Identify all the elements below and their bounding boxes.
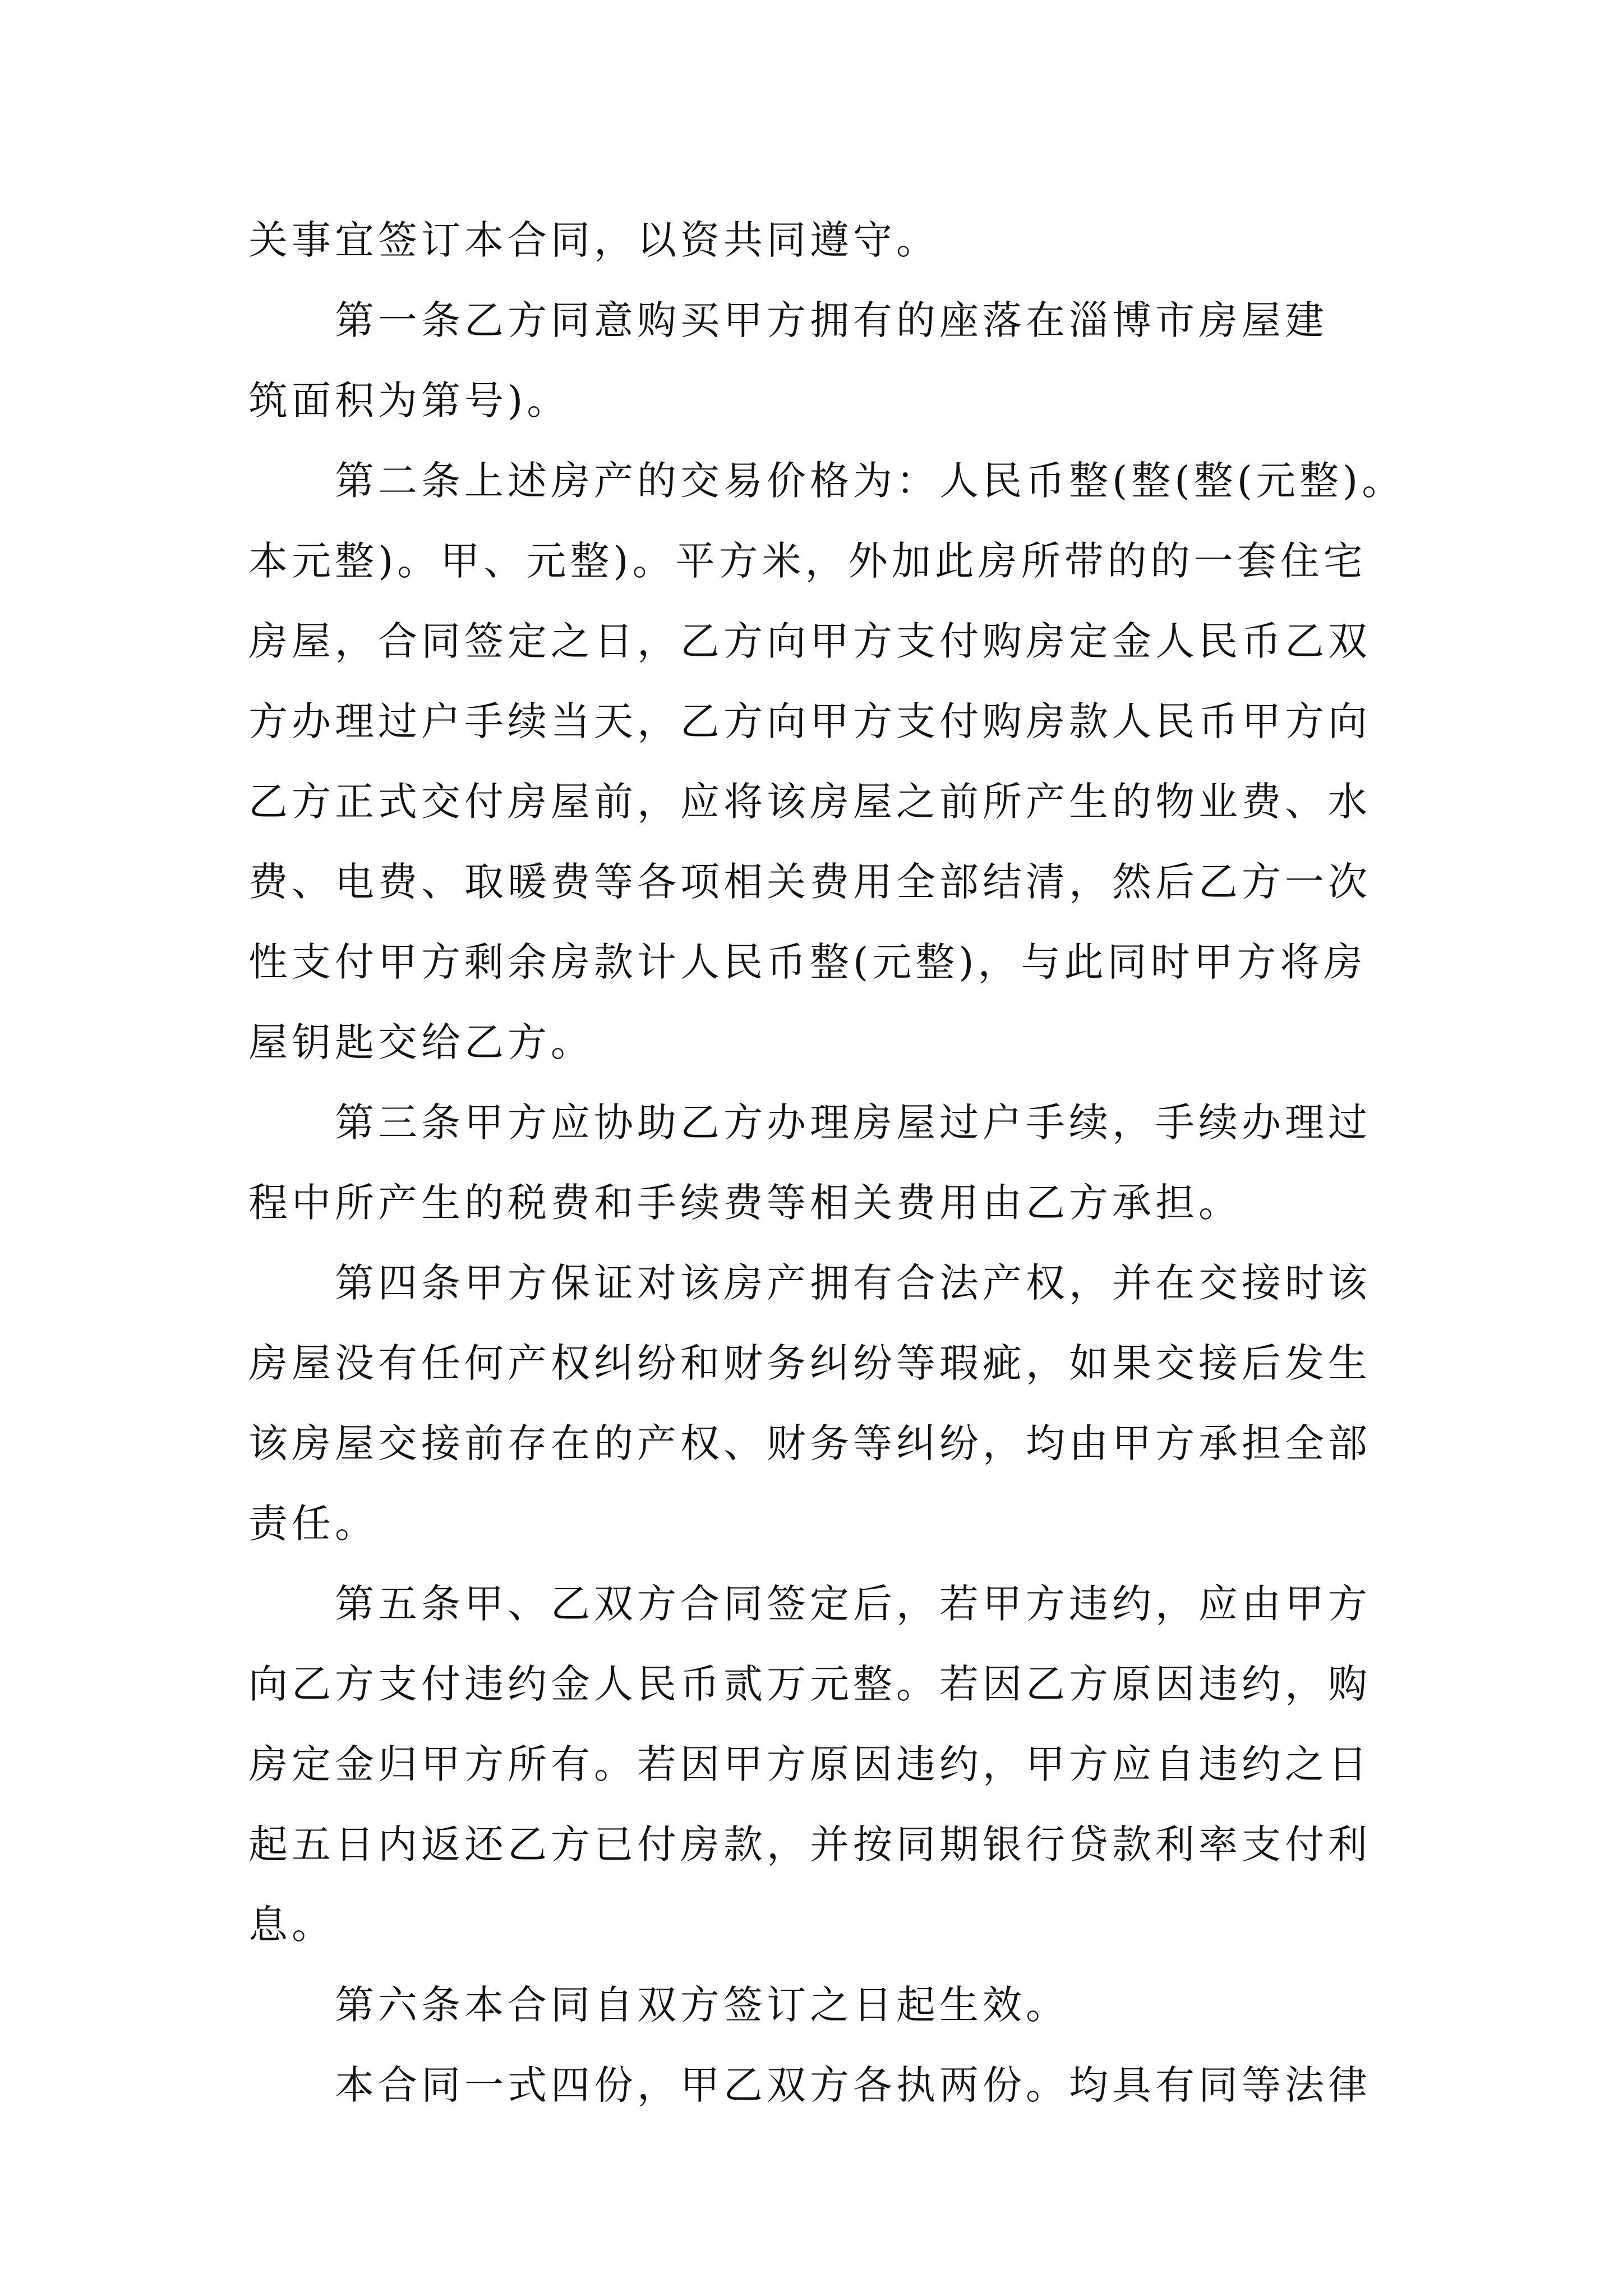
text-line: 本元整)。甲、元整)。平方米，外加此房所带的的一套住宅 (248, 538, 1367, 584)
text-line: 房屋，合同签定之日，乙方向甲方支付购房定金人民币乙双 (248, 618, 1371, 664)
text-line: 关事宜签订本合同，以资共同遵守。 (248, 217, 939, 263)
text-line: 屋钥匙交给乙方。 (248, 1019, 594, 1065)
contract-body-text (248, 200, 1405, 2125)
text-line: 房屋没有任何产权纠纷和财务纠纷等瑕疵，如果交接后发生 (248, 1340, 1371, 1386)
text-line: 性支付甲方剩余房款计人民币整(元整)，与此同时甲方将房 (248, 939, 1367, 985)
text-line: 方办理过户手续当天，乙方向甲方支付购房款人民币甲方向 (248, 698, 1371, 744)
text-line: 程中所产生的税费和手续费等相关费用由乙方承担。 (248, 1180, 1242, 1226)
text-line-copies-clause: 本合同一式四份，甲乙双方各执两份。均具有同等法律 (335, 2062, 1371, 2108)
text-line-article-2: 第二条上述房产的交易价格为：人民币整(整(整(元整)。 (335, 458, 1405, 504)
text-line-article-5: 第五条甲、乙双方合同签定后，若甲方违约，应由甲方 (335, 1581, 1371, 1627)
text-line: 乙方正式交付房屋前，应将该房屋之前所产生的物业费、水 (248, 779, 1371, 825)
text-line: 责任。 (248, 1501, 378, 1547)
text-line-article-4: 第四条甲方保证对该房产拥有合法产权，并在交接时该 (335, 1260, 1371, 1306)
text-line: 向乙方支付违约金人民币贰万元整。若因乙方原因违约，购 (248, 1661, 1371, 1707)
text-line: 息。 (248, 1902, 335, 1948)
text-line: 筑面积为第号)。 (248, 378, 570, 424)
text-line: 该房屋交接前存在的产权、财务等纠纷，均由甲方承担全部 (248, 1420, 1371, 1466)
text-line-article-6: 第六条本合同自双方签订之日起生效。 (335, 1982, 1069, 2028)
text-line: 费、电费、取暖费等各项相关费用全部结清，然后乙方一次 (248, 859, 1371, 905)
text-line-article-1: 第一条乙方同意购买甲方拥有的座落在淄博市房屋建 (335, 297, 1328, 343)
text-line-article-3: 第三条甲方应协助乙方办理房屋过户手续，手续办理过 (335, 1099, 1371, 1145)
text-line: 房定金归甲方所有。若因甲方原因违约，甲方应自违约之日 (248, 1741, 1371, 1787)
text-line: 起五日内返还乙方已付房款，并按同期银行贷款利率支付利 (248, 1821, 1371, 1867)
